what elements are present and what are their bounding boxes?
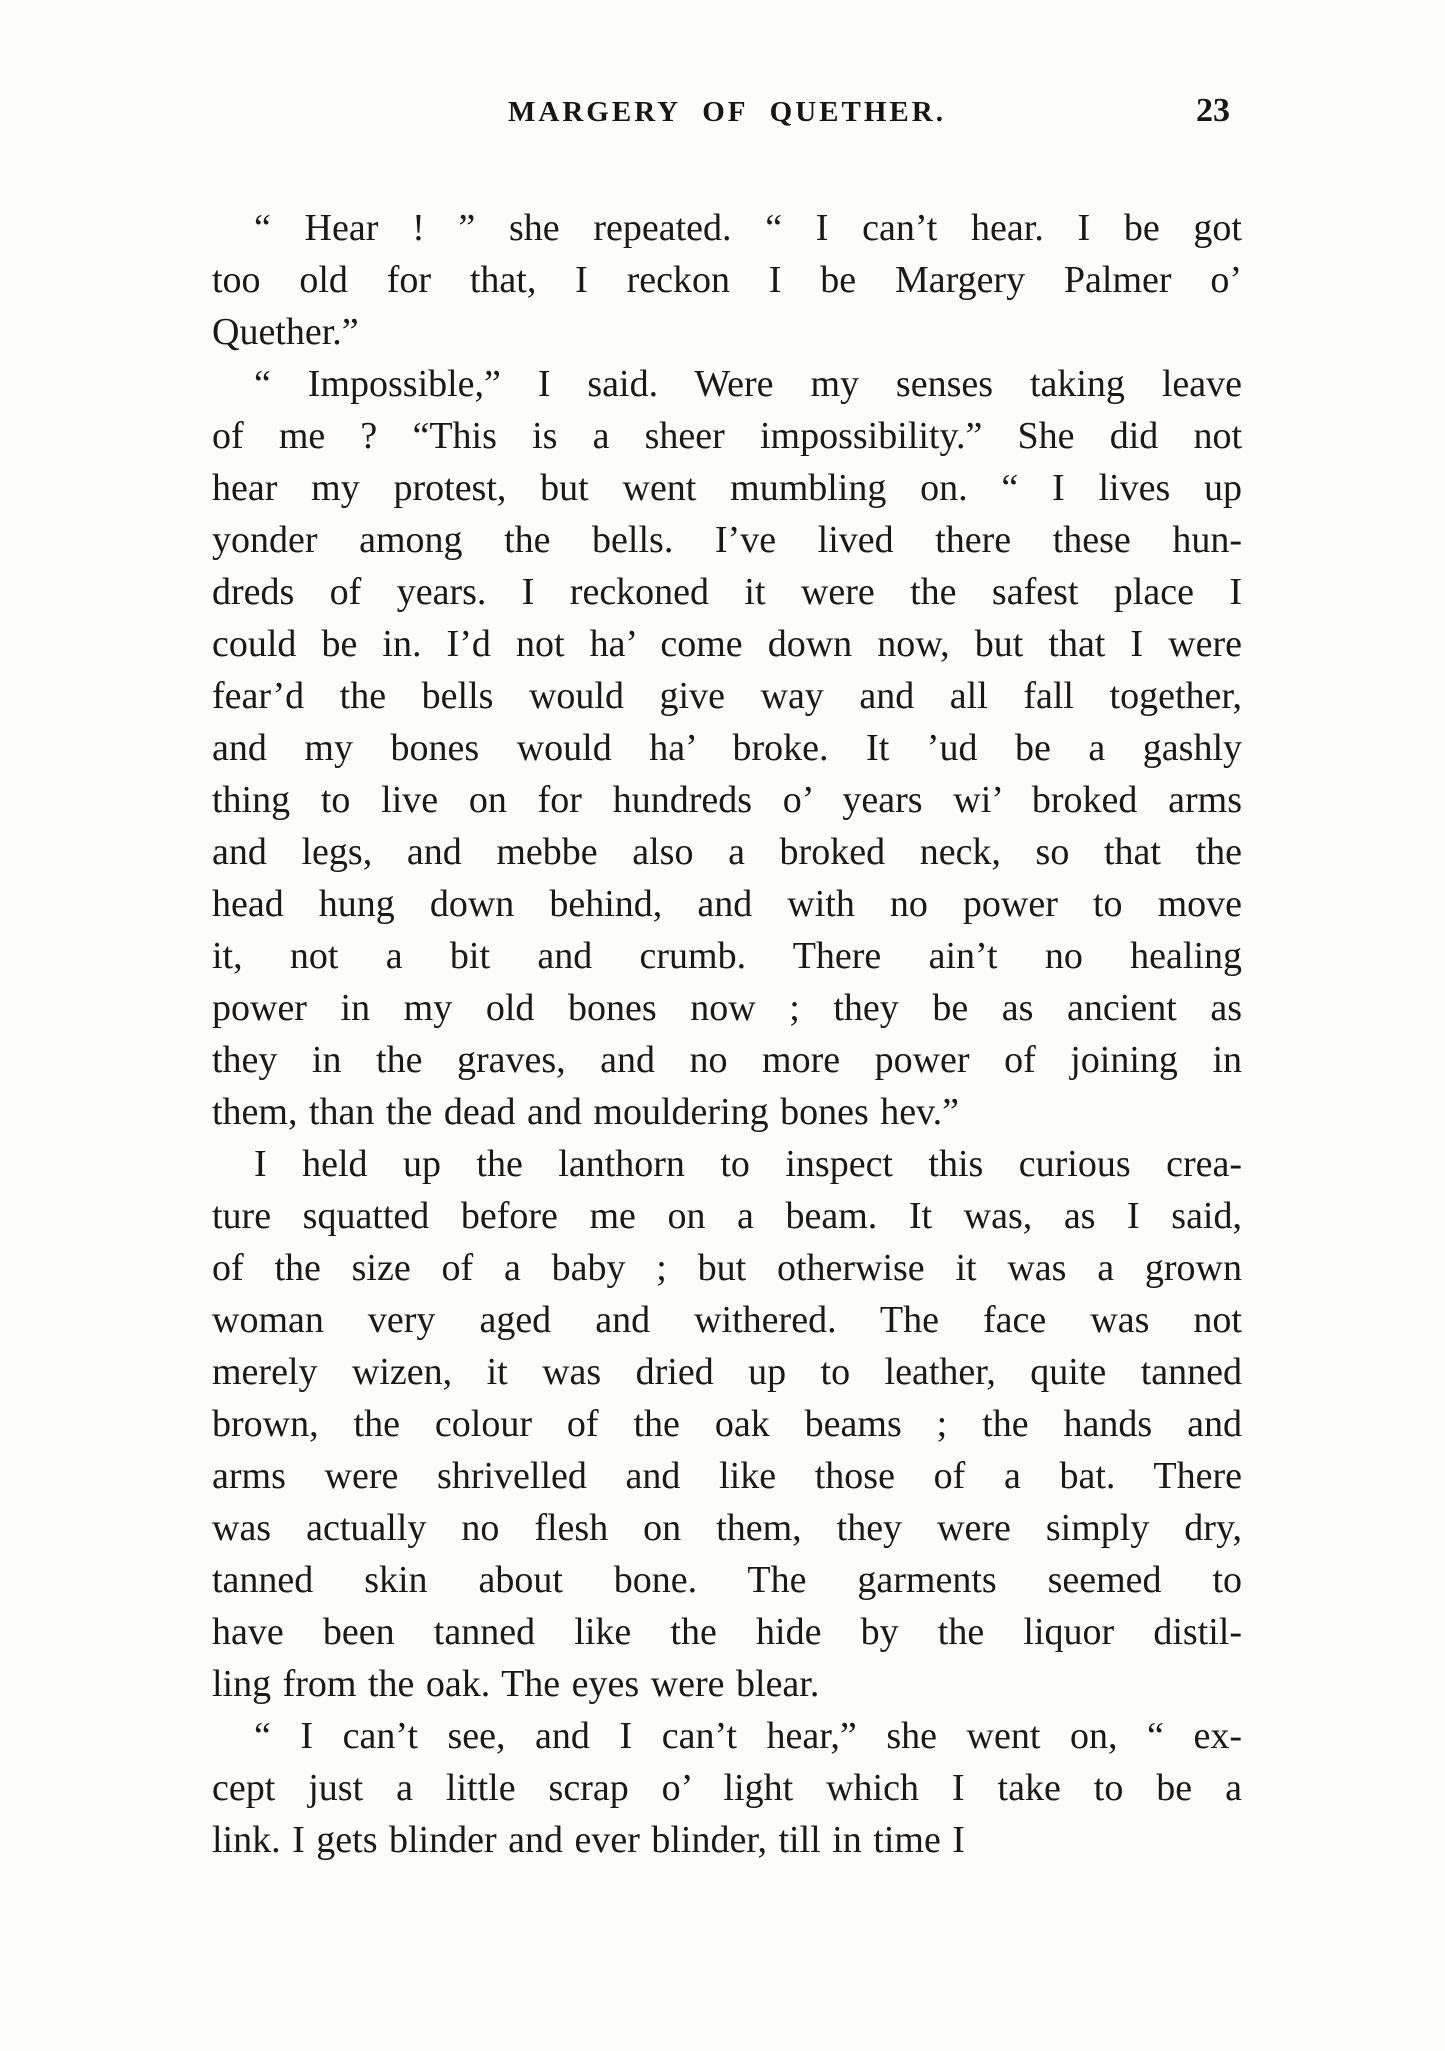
text-line: of the size of a baby ; but otherwise it was a grown bbox=[212, 1247, 1242, 1289]
text-line: too old for that, I reckon I be Margery Palmer o’ bbox=[212, 259, 1242, 301]
body-text bbox=[212, 202, 1242, 1866]
text-line: Quether.” bbox=[212, 311, 359, 353]
text-line: head hung down behind, and with no power to move bbox=[212, 883, 1242, 925]
text-line: dreds of years. I reckoned it were the safest place I bbox=[212, 571, 1242, 613]
text-line: link. I gets blinder and ever blinder, till in time I bbox=[212, 1819, 965, 1861]
page-number: 23 bbox=[1196, 92, 1230, 129]
text-line: and legs, and mebbe also a broked neck, so that the bbox=[212, 831, 1242, 873]
text-line: it, not a bit and crumb. There ain’t no healing bbox=[212, 935, 1242, 977]
paragraph bbox=[212, 202, 1242, 358]
text-line: could be in. I’d not ha’ come down now, but that I were bbox=[212, 623, 1242, 665]
text-line: thing to live on for hundreds o’ years wi’ broked arms bbox=[212, 779, 1242, 821]
text-line: “ Impossible,” I said. Were my senses taking leave bbox=[254, 363, 1242, 405]
text-line: “ I can’t see, and I can’t hear,” she went on, “ ex- bbox=[254, 1715, 1242, 1757]
paragraph bbox=[212, 1710, 1242, 1866]
text-line: yonder among the bells. I’ve lived there these hun- bbox=[212, 519, 1242, 561]
text-line: fear’d the bells would give way and all fall together, bbox=[212, 675, 1242, 717]
text-line: woman very aged and withered. The face was not bbox=[212, 1299, 1242, 1341]
text-line: they in the graves, and no more power of joining in bbox=[212, 1039, 1242, 1081]
text-line: cept just a little scrap o’ light which I take to be a bbox=[212, 1767, 1242, 1809]
running-header bbox=[212, 92, 1242, 142]
text-line: “ Hear ! ” she repeated. “ I can’t hear. I be got bbox=[254, 207, 1242, 249]
text-line: ture squatted before me on a beam. It was, as I said, bbox=[212, 1195, 1242, 1237]
text-line: was actually no flesh on them, they were simply dry, bbox=[212, 1507, 1242, 1549]
text-line: have been tanned like the hide by the liquor distil- bbox=[212, 1611, 1242, 1653]
text-line: hear my protest, but went mumbling on. “ I lives up bbox=[212, 467, 1242, 509]
text-line: merely wizen, it was dried up to leather, quite tanned bbox=[212, 1351, 1242, 1393]
text-line: power in my old bones now ; they be as ancient as bbox=[212, 987, 1242, 1029]
text-line: them, than the dead and mouldering bones hev.” bbox=[212, 1091, 960, 1133]
text-line: tanned skin about bone. The garments seemed to bbox=[212, 1559, 1242, 1601]
paragraph bbox=[212, 358, 1242, 1138]
text-line: brown, the colour of the oak beams ; the hands and bbox=[212, 1403, 1242, 1445]
text-line: I held up the lanthorn to inspect this curious crea- bbox=[254, 1143, 1242, 1185]
paragraph bbox=[212, 1138, 1242, 1710]
page-title: MARGERY OF QUETHER. bbox=[508, 96, 946, 128]
text-line: of me ? “This is a sheer impossibility.” She did not bbox=[212, 415, 1242, 457]
text-line: and my bones would ha’ broke. It ’ud be a gashly bbox=[212, 727, 1242, 769]
text-line: ling from the oak. The eyes were blear. bbox=[212, 1663, 820, 1705]
text-line: arms were shrivelled and like those of a bat. There bbox=[212, 1455, 1242, 1497]
